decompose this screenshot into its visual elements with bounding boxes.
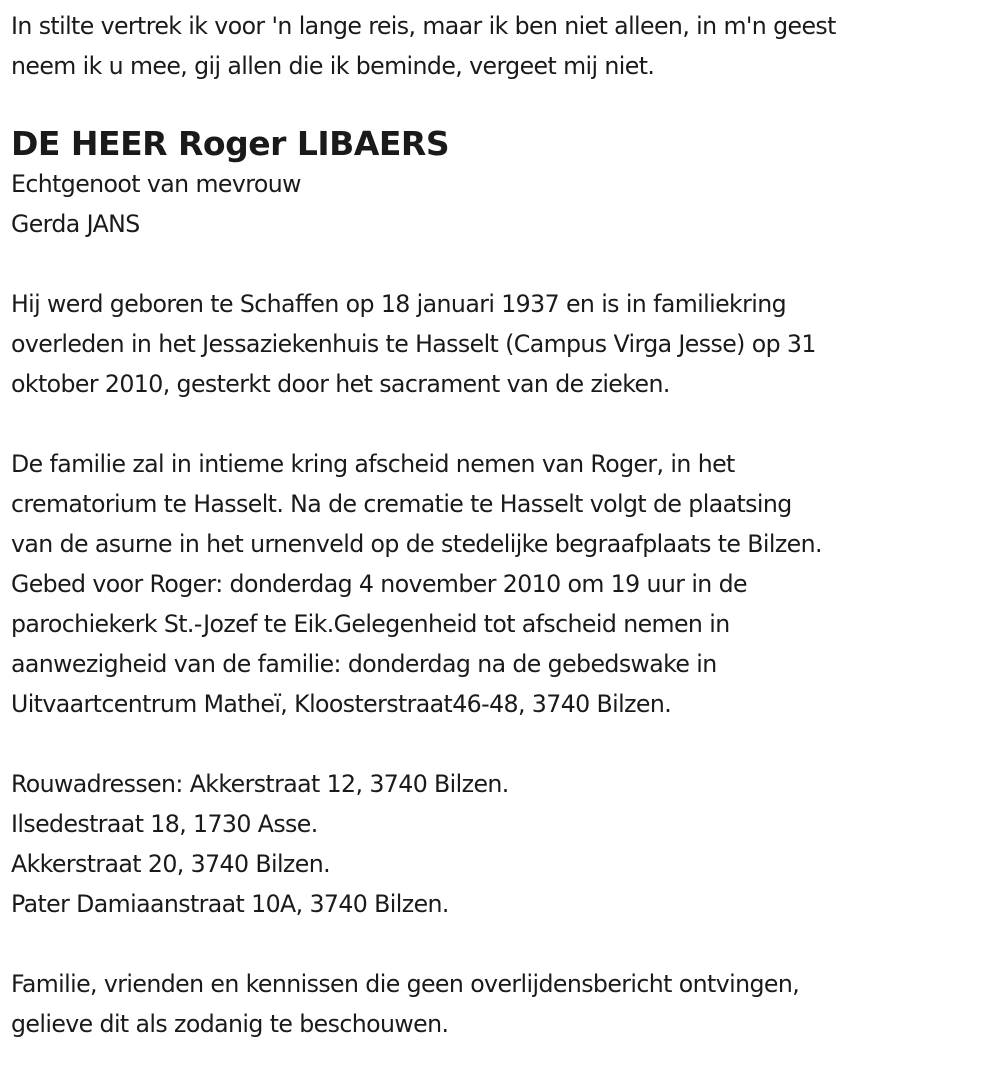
text-line: crematorium te Hasselt. Na de crematie te Hasselt volgt de plaatsing xyxy=(11,490,792,518)
spacer xyxy=(11,724,996,764)
epigraph-line: neem ik u mee, gij allen die ik beminde, vergeet mij niet. xyxy=(11,52,655,80)
mourning-addresses xyxy=(11,764,996,924)
spacer xyxy=(11,244,996,284)
text-line: overleden in het Jessaziekenhuis te Hasselt (Campus Virga Jesse) op 31 xyxy=(11,330,816,358)
text-line: De familie zal in intieme kring afscheid nemen van Roger, in het xyxy=(11,450,735,478)
epigraph xyxy=(11,6,996,86)
address-line: Ilsedestraat 18, 1730 Asse. xyxy=(11,810,318,838)
text-line: Uitvaartcentrum Matheï, Kloosterstraat46-48, 3740 Bilzen. xyxy=(11,690,672,718)
ceremony-paragraph xyxy=(11,444,996,724)
spouse-line: Echtgenoot van mevrouw xyxy=(11,170,301,198)
epigraph-line: In stilte vertrek ik voor 'n lange reis, maar ik ben niet alleen, in m'n geest xyxy=(11,12,836,40)
spouse-info xyxy=(11,164,996,244)
spouse-name: Gerda JANS xyxy=(11,210,140,238)
text-line: aanwezigheid van de familie: donderdag na de gebedswake in xyxy=(11,650,717,678)
text-line: oktober 2010, gesterkt door het sacrament van de zieken. xyxy=(11,370,670,398)
address-line: Pater Damiaanstraat 10A, 3740 Bilzen. xyxy=(11,890,449,918)
deceased-name-heading: DE HEER Roger LIBAERS xyxy=(11,124,450,163)
address-line: Rouwadressen: Akkerstraat 12, 3740 Bilzen. xyxy=(11,770,509,798)
birth-death-paragraph xyxy=(11,284,996,404)
spacer xyxy=(11,924,996,964)
address-line: Akkerstraat 20, 3740 Bilzen. xyxy=(11,850,331,878)
spacer xyxy=(11,404,996,444)
text-line: Hij werd geboren te Schaffen op 18 januari 1937 en is in familiekring xyxy=(11,290,787,318)
text-line: Familie, vrienden en kennissen die geen overlijdensbericht ontvingen, xyxy=(11,970,800,998)
text-line: gelieve dit als zodanig te beschouwen. xyxy=(11,1010,449,1038)
text-line: van de asurne in het urnenveld op de stedelijke begraafplaats te Bilzen. xyxy=(11,530,822,558)
closing-note xyxy=(11,964,996,1044)
text-line: Gebed voor Roger: donderdag 4 november 2010 om 19 uur in de xyxy=(11,570,747,598)
text-line: parochiekerk St.-Jozef te Eik.Gelegenheid tot afscheid nemen in xyxy=(11,610,730,638)
